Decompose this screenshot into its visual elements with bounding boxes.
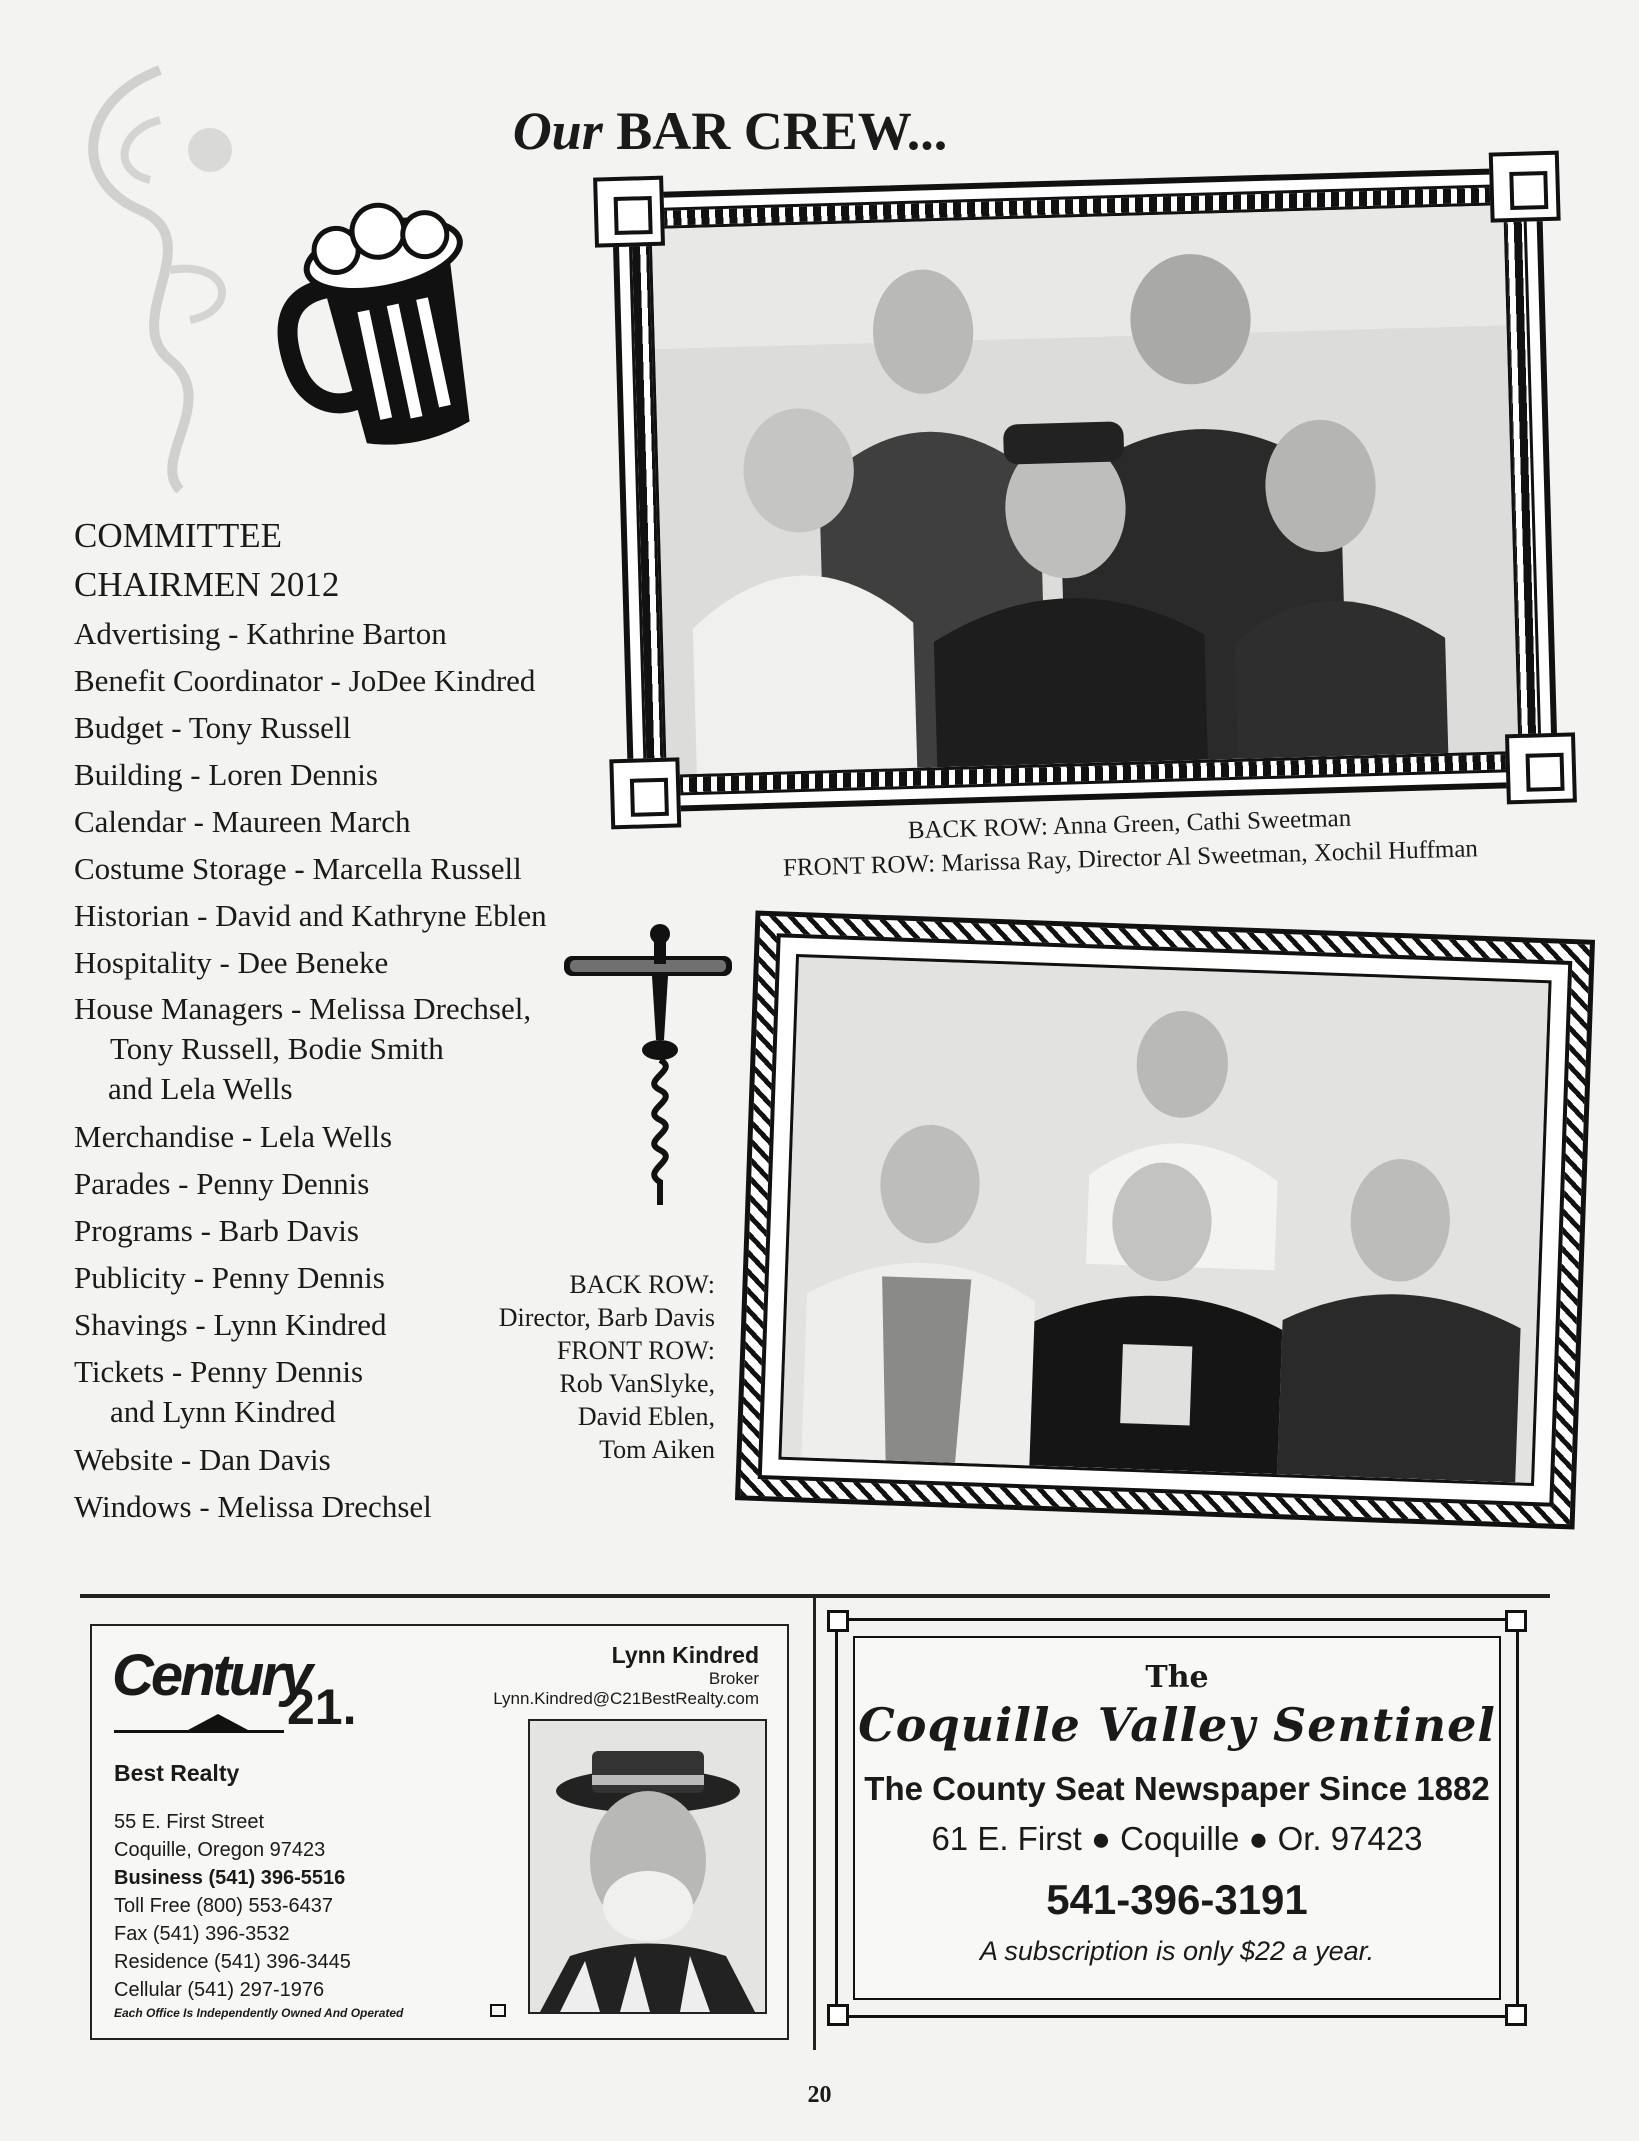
fax-number: Fax (541) 396-3532: [114, 1923, 290, 1945]
list-item: House Managers - Melissa Drechsel,: [74, 991, 532, 1026]
list-item: Windows - Melissa Drechsel: [74, 1489, 432, 1524]
list-item: Tickets - Penny Dennis: [74, 1354, 364, 1389]
list-item: Website - Dan Davis: [74, 1442, 331, 1477]
residence-phone: Residence (541) 396-3445: [114, 1951, 351, 1973]
list-item: Historian - David and Kathryne Eblen: [74, 898, 547, 933]
caption-front-row-name: David Eblen,: [577, 1402, 715, 1431]
caption-front-row-name: Tom Aiken: [599, 1435, 715, 1464]
house-icon: [188, 1714, 248, 1730]
list-item: Hospitality - Dee Beneke: [74, 945, 389, 980]
list-item: Publicity - Penny Dennis: [74, 1260, 385, 1295]
list-item: and Lynn Kindred: [110, 1394, 336, 1429]
caption-front-row-label: FRONT ROW:: [556, 1336, 715, 1365]
list-item: Calendar - Maureen March: [74, 804, 411, 839]
photo-1-caption: [689, 796, 1571, 889]
independent-office-note: Each Office Is Independently Owned And Operated: [114, 2006, 404, 2020]
newspaper-the: The: [1145, 1660, 1209, 1695]
address-line-2: Coquille, Oregon 97423: [114, 1839, 326, 1861]
title-prefix: Our: [512, 101, 603, 161]
list-item: Programs - Barb Davis: [74, 1213, 359, 1248]
agent-role: Broker: [708, 1669, 759, 1688]
contact-block: [114, 1808, 351, 2004]
page-number: 20: [807, 2082, 832, 2108]
subscription-note: A subscription is only $22 a year.: [979, 1936, 1375, 1966]
caption-front-row-name: Rob VanSlyke,: [559, 1369, 715, 1398]
address-line-1: 55 E. First Street: [114, 1811, 265, 1833]
logo-underline: [114, 1730, 284, 1733]
list-item: Budget - Tony Russell: [74, 710, 352, 745]
newspaper-tagline: The County Seat Newspaper Since 1882: [864, 1770, 1490, 1807]
page-title: [0, 100, 1460, 162]
list-item: Advertising - Kathrine Barton: [74, 616, 447, 651]
newspaper-address: 61 E. First ● Coquille ● Or. 97423: [931, 1820, 1423, 1857]
beer-mug-icon: [275, 195, 515, 460]
newspaper-phone: 541-396-3191: [1046, 1876, 1308, 1923]
coquille-valley-sentinel-ad: [835, 1618, 1519, 2018]
toll-free-phone: Toll Free (800) 553-6437: [114, 1895, 334, 1917]
agent-email: Lynn.Kindred@C21BestRealty.com: [493, 1689, 759, 1708]
list-item: Building - Loren Dennis: [74, 757, 378, 792]
agent-block: [493, 1642, 759, 1709]
business-phone: Business (541) 396-5516: [114, 1867, 346, 1889]
list-item: Shavings - Lynn Kindred: [74, 1307, 387, 1342]
brand-name: Best Realty: [114, 1760, 240, 1786]
list-item: Benefit Coordinator - JoDee Kindred: [74, 663, 536, 698]
caption-front-row: FRONT ROW: Marissa Ray, Director Al Sweetman, Xochil Huffman: [782, 835, 1479, 882]
century21-logo: Century: [112, 1643, 311, 1708]
list-item: and Lela Wells: [108, 1071, 293, 1106]
cellular-phone: Cellular (541) 297-1976: [114, 1979, 325, 2001]
list-item: Tony Russell, Bodie Smith: [110, 1031, 444, 1066]
committee-heading-1: COMMITTEE: [74, 516, 283, 555]
group-photo: [648, 202, 1521, 778]
bar-crew-photo-2: [735, 911, 1595, 1530]
newspaper-name: Coquille Valley Sentinel: [858, 1698, 1496, 1752]
century21-logo-number: 21.: [287, 1679, 357, 1735]
photo-2-caption: [460, 1268, 715, 1466]
list-item: Merchandise - Lela Wells: [74, 1119, 393, 1154]
list-item: Costume Storage - Marcella Russell: [74, 851, 522, 886]
list-item: Parades - Penny Dennis: [74, 1166, 370, 1201]
agent-photo: [528, 1719, 767, 2014]
group-photo: [778, 954, 1551, 1486]
committee-heading-2: CHAIRMEN 2012: [74, 565, 340, 604]
equal-housing-icon: [490, 2004, 506, 2017]
caption-back-row-names: Director, Barb Davis: [498, 1303, 715, 1332]
divider: [813, 1598, 816, 2050]
caption-back-row: BACK ROW: Anna Green, Cathi Sweetman: [907, 804, 1352, 845]
caption-back-row-label: BACK ROW:: [569, 1270, 715, 1299]
century21-ad: [90, 1624, 789, 2040]
agent-name: Lynn Kindred: [611, 1642, 759, 1668]
corkscrew-icon: [560, 920, 735, 1210]
title-main: BAR CREW...: [616, 101, 948, 161]
bar-crew-photo-1: [612, 167, 1559, 813]
